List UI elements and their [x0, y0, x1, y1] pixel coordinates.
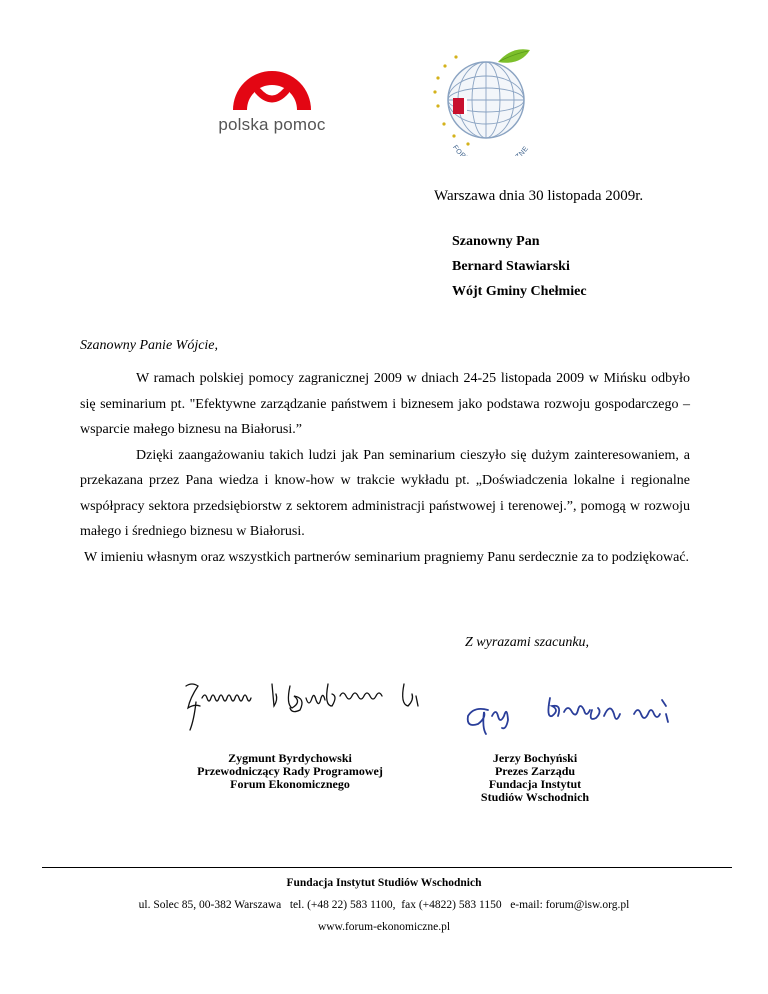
- footer-website: www.forum-ekonomiczne.pl: [317, 921, 451, 933]
- footer-contact: ul. Solec 85, 00-382 Warszawa tel. (+48 22) 583 1100, fax (+4822) 583 1150 e-mail: forum@isw.org.pl: [138, 899, 630, 911]
- signer-right-title-2: Fundacja Instytut: [488, 777, 582, 791]
- paragraph-3: W imieniu własnym oraz wszystkich partnerów seminarium pragniemy Panu serdecznie za to podziękować.: [84, 549, 690, 565]
- signature-right: [462, 688, 682, 738]
- paragraph-2: Dzięki zaangażowaniu takich ludzi jak Pan seminarium cieszyło się dużym zainteresowaniem, a przekazana przez Pana wiedza i know-how w trakcie wykładu pt. „Doświadczenia lokalne i regionalne współpracy sektora przedsiębiorstw z sektorem administracji państwowej i terenowej.”, pomogą w rozwoju małego i średniego biznesu w Białorusi.: [80, 447, 690, 539]
- polska-pomoc-logo-text: polska pomoc: [218, 115, 326, 134]
- closing: Z wyrazami szacunku,: [465, 635, 590, 650]
- recipient-title: Wójt Gminy Chełmiec: [452, 284, 587, 299]
- signer-left-title-1: Przewodniczący Rady Programowej: [197, 764, 383, 778]
- signer-right: [460, 752, 610, 804]
- signature-right-icon: [462, 688, 682, 738]
- forum-globe-icon: [428, 44, 538, 156]
- signature-left: [182, 676, 422, 736]
- signer-right-title-3: Studiów Wschodnich: [480, 790, 590, 804]
- signer-left-title-2: Forum Ekonomicznego: [230, 777, 350, 791]
- signer-left-name: Zygmunt Byrdychowski: [228, 751, 352, 765]
- polska-pomoc-emblem-icon: [212, 55, 332, 115]
- signer-left: [185, 752, 395, 791]
- forum-ekonomiczne-logo: [428, 44, 538, 156]
- polska-pomoc-logo: [212, 55, 332, 140]
- signer-right-title-1: Prezes Zarządu: [494, 764, 576, 778]
- recipient-line-1: Szanowny Pan: [452, 234, 540, 249]
- forum-logo-text: FO NE: [451, 144, 531, 156]
- recipient-name: Bernard Stawiarski: [452, 259, 570, 274]
- footer-divider: [42, 867, 732, 868]
- footer-org: Fundacja Instytut Studiów Wschodnich: [286, 877, 482, 889]
- svg-text:FORUM EKONOMICZNE: [451, 144, 530, 156]
- signer-right-name: Jerzy Bochyński: [492, 751, 578, 765]
- paragraph-1: W ramach polskiej pomocy zagranicznej 2009 w dniach 24-25 listopada 2009 w Mińsku odbyło się seminarium pt. "Efektywne zarządzanie państwem i biznesem jako podstawa rozwoju gospodarczego – wsparcie małego biznesu na Białorusi.”: [80, 371, 690, 437]
- signature-left-icon: [182, 676, 422, 736]
- date-line: Warszawa dnia 30 listopada 2009r.: [434, 188, 644, 204]
- salutation: Szanowny Panie Wójcie,: [80, 338, 219, 353]
- letter-body: [80, 366, 690, 570]
